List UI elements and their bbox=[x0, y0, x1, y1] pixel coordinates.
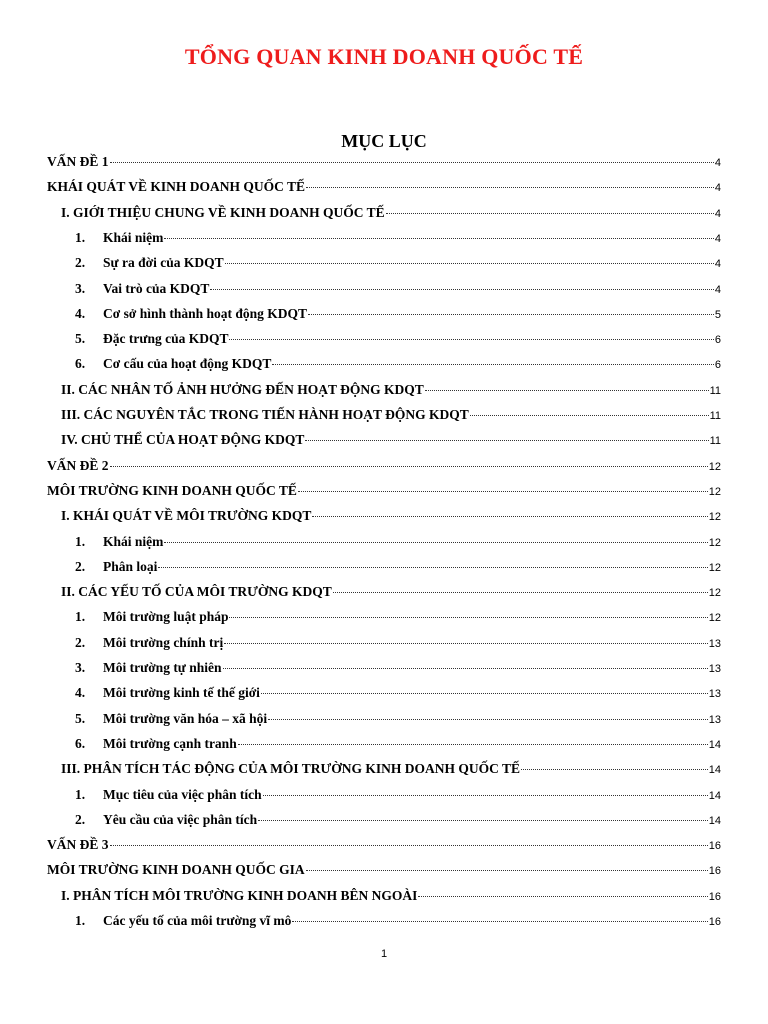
toc-entry-number: 6. bbox=[75, 735, 86, 751]
toc-entry-page: 11 bbox=[709, 384, 721, 397]
toc-entry-page: 14 bbox=[708, 764, 721, 777]
toc-entry-title: VẤN ĐỀ 3 bbox=[47, 837, 109, 853]
toc-entry-page: 12 bbox=[708, 612, 721, 625]
toc-entry-number: 1. bbox=[75, 609, 86, 625]
toc-entry-number: 5. bbox=[75, 331, 86, 347]
toc-entry[interactable] bbox=[75, 658, 721, 678]
toc-dot-leader bbox=[229, 617, 707, 618]
toc-entry-title: Cơ sở hình thành hoạt động KDQT bbox=[103, 305, 308, 321]
toc-dot-leader bbox=[305, 440, 708, 441]
toc-dot-leader bbox=[263, 795, 708, 796]
toc-dot-leader bbox=[312, 516, 707, 517]
toc-entry-page: 13 bbox=[708, 663, 721, 675]
toc-dot-leader bbox=[229, 339, 713, 340]
toc-entry-title: Khái niệm bbox=[103, 533, 164, 549]
toc-dot-leader bbox=[110, 845, 708, 846]
toc-entry-number: 4. bbox=[75, 305, 86, 321]
toc-entry[interactable] bbox=[61, 430, 721, 450]
toc-dot-leader bbox=[306, 870, 708, 871]
toc-entry-number: 5. bbox=[75, 710, 86, 726]
toc-entry-page: 6 bbox=[714, 359, 721, 372]
toc-entry[interactable] bbox=[61, 582, 721, 602]
toc-dot-leader bbox=[164, 542, 707, 543]
toc-entry-title: Các yếu tố của môi trường vĩ mô bbox=[103, 913, 292, 928]
document-title: TỔNG QUAN KINH DOANH QUỐC TẾ bbox=[184, 44, 584, 69]
toc-entry-page: 4 bbox=[714, 258, 721, 271]
toc-entry[interactable] bbox=[61, 886, 721, 906]
toc-entry[interactable] bbox=[47, 481, 721, 501]
toc-dot-leader bbox=[224, 643, 708, 644]
toc-entry[interactable] bbox=[75, 607, 721, 627]
toc-entry-number: 2. bbox=[75, 255, 86, 271]
toc-dot-leader bbox=[258, 820, 708, 821]
toc-entry-page: 14 bbox=[708, 789, 721, 802]
toc-entry-title: Môi trường chính trị bbox=[103, 634, 224, 650]
toc-entry-title: Yêu cầu của việc phân tích bbox=[103, 811, 258, 827]
toc-entry-page: 16 bbox=[708, 890, 721, 903]
toc-entry-page: 14 bbox=[708, 814, 721, 827]
toc-entry-page: 12 bbox=[708, 561, 721, 574]
toc-entry-page: 12 bbox=[708, 587, 721, 600]
toc-entry-title: I. PHÂN TÍCH MÔI TRƯỜNG KINH DOANH BÊN NGOÀI bbox=[61, 887, 418, 903]
page-number: 1 bbox=[380, 948, 388, 960]
toc-entry[interactable] bbox=[47, 456, 721, 476]
toc-dot-leader bbox=[470, 415, 709, 416]
toc-entry[interactable] bbox=[75, 734, 721, 754]
toc-dot-leader bbox=[110, 162, 714, 163]
toc-entry-title: MÔI TRƯỜNG KINH DOANH QUỐC TẾ bbox=[47, 482, 297, 498]
toc-entry-page: 16 bbox=[708, 916, 721, 928]
toc-entry-title: KHÁI QUÁT VỀ KINH DOANH QUỐC TẾ bbox=[47, 179, 306, 195]
toc-dot-leader bbox=[272, 364, 714, 365]
toc-entry-page: 11 bbox=[709, 410, 721, 422]
toc-entry-page: 4 bbox=[714, 232, 721, 245]
toc-entry[interactable] bbox=[61, 506, 721, 526]
toc-entry-page: 12 bbox=[708, 536, 721, 549]
toc-entry[interactable] bbox=[61, 759, 721, 779]
toc-entry-page: 6 bbox=[714, 334, 721, 347]
toc-entry[interactable] bbox=[75, 785, 721, 805]
toc-dot-leader bbox=[292, 921, 707, 922]
toc-entry[interactable] bbox=[75, 304, 721, 324]
toc-entry-page: 4 bbox=[714, 283, 721, 296]
toc-dot-leader bbox=[425, 390, 709, 391]
toc-entry-title: MÔI TRƯỜNG KINH DOANH QUỐC GIA bbox=[47, 862, 305, 878]
toc-heading: MỤC LỤC bbox=[341, 131, 427, 151]
toc-entry-title: Môi trường kinh tế thế giới bbox=[103, 685, 260, 701]
toc-entry-title: Vai trò của KDQT bbox=[103, 280, 210, 296]
toc-entry[interactable] bbox=[61, 405, 721, 425]
toc-dot-leader bbox=[261, 693, 708, 694]
toc-entry-number: 1. bbox=[75, 229, 86, 245]
toc-entry[interactable] bbox=[75, 810, 721, 830]
toc-entry-number: 2. bbox=[75, 811, 86, 827]
toc-entry-title: Phân loại bbox=[103, 558, 158, 574]
toc-entry[interactable] bbox=[61, 380, 721, 400]
toc-entry[interactable] bbox=[47, 177, 721, 197]
toc-entry[interactable] bbox=[47, 860, 721, 880]
toc-entry-page: 13 bbox=[708, 637, 721, 650]
toc-entry-title: Môi trường tự nhiên bbox=[103, 660, 222, 675]
toc-entry-page: 11 bbox=[709, 435, 721, 448]
toc-dot-leader bbox=[164, 238, 713, 239]
toc-entry-number: 4. bbox=[75, 685, 86, 701]
toc-entry-title: I. KHÁI QUÁT VỀ MÔI TRƯỜNG KDQT bbox=[61, 508, 312, 524]
toc-dot-leader bbox=[225, 263, 714, 264]
toc-entry-page: 13 bbox=[708, 688, 721, 701]
toc-dot-leader bbox=[210, 289, 713, 290]
toc-entry-title: III. CÁC NGUYÊN TẮC TRONG TIẾN HÀNH HOẠT ĐỘNG KDQT bbox=[61, 407, 469, 422]
toc-entry[interactable] bbox=[75, 279, 721, 299]
toc-entry-title: VẤN ĐỀ 1 bbox=[47, 154, 109, 169]
toc-entry[interactable] bbox=[75, 557, 721, 577]
toc-entry-title: Cơ cấu của hoạt động KDQT bbox=[103, 356, 272, 372]
toc-entry-number: 3. bbox=[75, 280, 86, 296]
toc-entry-number: 1. bbox=[75, 913, 86, 928]
toc-dot-leader bbox=[238, 744, 708, 745]
toc-entry-title: III. PHÂN TÍCH TÁC ĐỘNG CỦA MÔI TRƯỜNG KINH DOANH QUỐC TẾ bbox=[61, 761, 521, 777]
toc-entry[interactable] bbox=[75, 253, 721, 273]
toc-entry-page: 4 bbox=[714, 207, 721, 220]
toc-dot-leader bbox=[298, 491, 708, 492]
toc-entry[interactable] bbox=[75, 683, 721, 703]
toc-entry[interactable] bbox=[47, 152, 721, 172]
toc-entry-page: 16 bbox=[708, 865, 721, 878]
toc-dot-leader bbox=[158, 567, 707, 568]
toc-dot-leader bbox=[306, 187, 714, 188]
toc-entry-title: II. CÁC YẾU TỐ CỦA MÔI TRƯỜNG KDQT bbox=[61, 584, 332, 600]
toc-entry[interactable] bbox=[75, 709, 721, 729]
toc-entry-number: 2. bbox=[75, 558, 86, 574]
toc-dot-leader bbox=[308, 314, 714, 315]
toc-entry-page: 5 bbox=[714, 308, 721, 321]
toc-entry-number: 2. bbox=[75, 634, 86, 650]
toc-entry[interactable] bbox=[75, 633, 721, 653]
toc-entry-title: IV. CHỦ THỂ CỦA HOẠT ĐỘNG KDQT bbox=[61, 432, 305, 448]
toc-entry-title: Mục tiêu của việc phân tích bbox=[103, 786, 262, 802]
toc-entry-title: I. GIỚI THIỆU CHUNG VỀ KINH DOANH QUỐC TẾ bbox=[61, 204, 385, 220]
toc-dot-leader bbox=[386, 213, 714, 214]
toc-entry[interactable] bbox=[75, 532, 721, 552]
toc-entry-page: 16 bbox=[708, 840, 721, 853]
toc-entry-page: 12 bbox=[708, 485, 721, 498]
toc-dot-leader bbox=[110, 466, 708, 467]
toc-dot-leader bbox=[418, 896, 707, 897]
toc-entry-page: 14 bbox=[708, 738, 721, 751]
toc-entry-page: 4 bbox=[714, 157, 721, 169]
toc-entry-title: Sự ra đời của KDQT bbox=[103, 255, 224, 271]
toc-entry-number: 6. bbox=[75, 356, 86, 372]
toc-dot-leader bbox=[268, 719, 708, 720]
toc-entry-page: 12 bbox=[708, 511, 721, 524]
toc-entry[interactable] bbox=[75, 354, 721, 374]
toc-entry-page: 12 bbox=[708, 460, 721, 473]
toc-entry-title: VẤN ĐỀ 2 bbox=[47, 457, 109, 473]
toc-dot-leader bbox=[521, 769, 708, 770]
toc-entry-number: 1. bbox=[75, 533, 86, 549]
toc-entry-page: 13 bbox=[708, 713, 721, 726]
toc-entry-title: Môi trường cạnh tranh bbox=[103, 735, 237, 751]
toc-entry-page: 4 bbox=[714, 182, 721, 195]
toc-entry-title: II. CÁC NHÂN TỐ ẢNH HƯỞNG ĐẾN HOẠT ĐỘNG KDQT bbox=[61, 381, 424, 397]
toc-entry-title: Khái niệm bbox=[103, 229, 164, 245]
toc-dot-leader bbox=[333, 592, 708, 593]
toc-entry[interactable] bbox=[61, 203, 721, 223]
toc-entry-title: Môi trường văn hóa – xã hội bbox=[103, 710, 268, 726]
toc-entry[interactable] bbox=[75, 329, 721, 349]
toc-entry-title: Đặc trưng của KDQT bbox=[103, 331, 229, 347]
toc-entry-title: Môi trường luật pháp bbox=[103, 609, 229, 625]
toc-dot-leader bbox=[223, 668, 708, 669]
toc-entry[interactable] bbox=[75, 228, 721, 248]
toc-entry[interactable] bbox=[75, 911, 721, 931]
toc-entry-number: 3. bbox=[75, 660, 86, 675]
toc-entry-number: 1. bbox=[75, 786, 86, 802]
toc-entry[interactable] bbox=[47, 835, 721, 855]
